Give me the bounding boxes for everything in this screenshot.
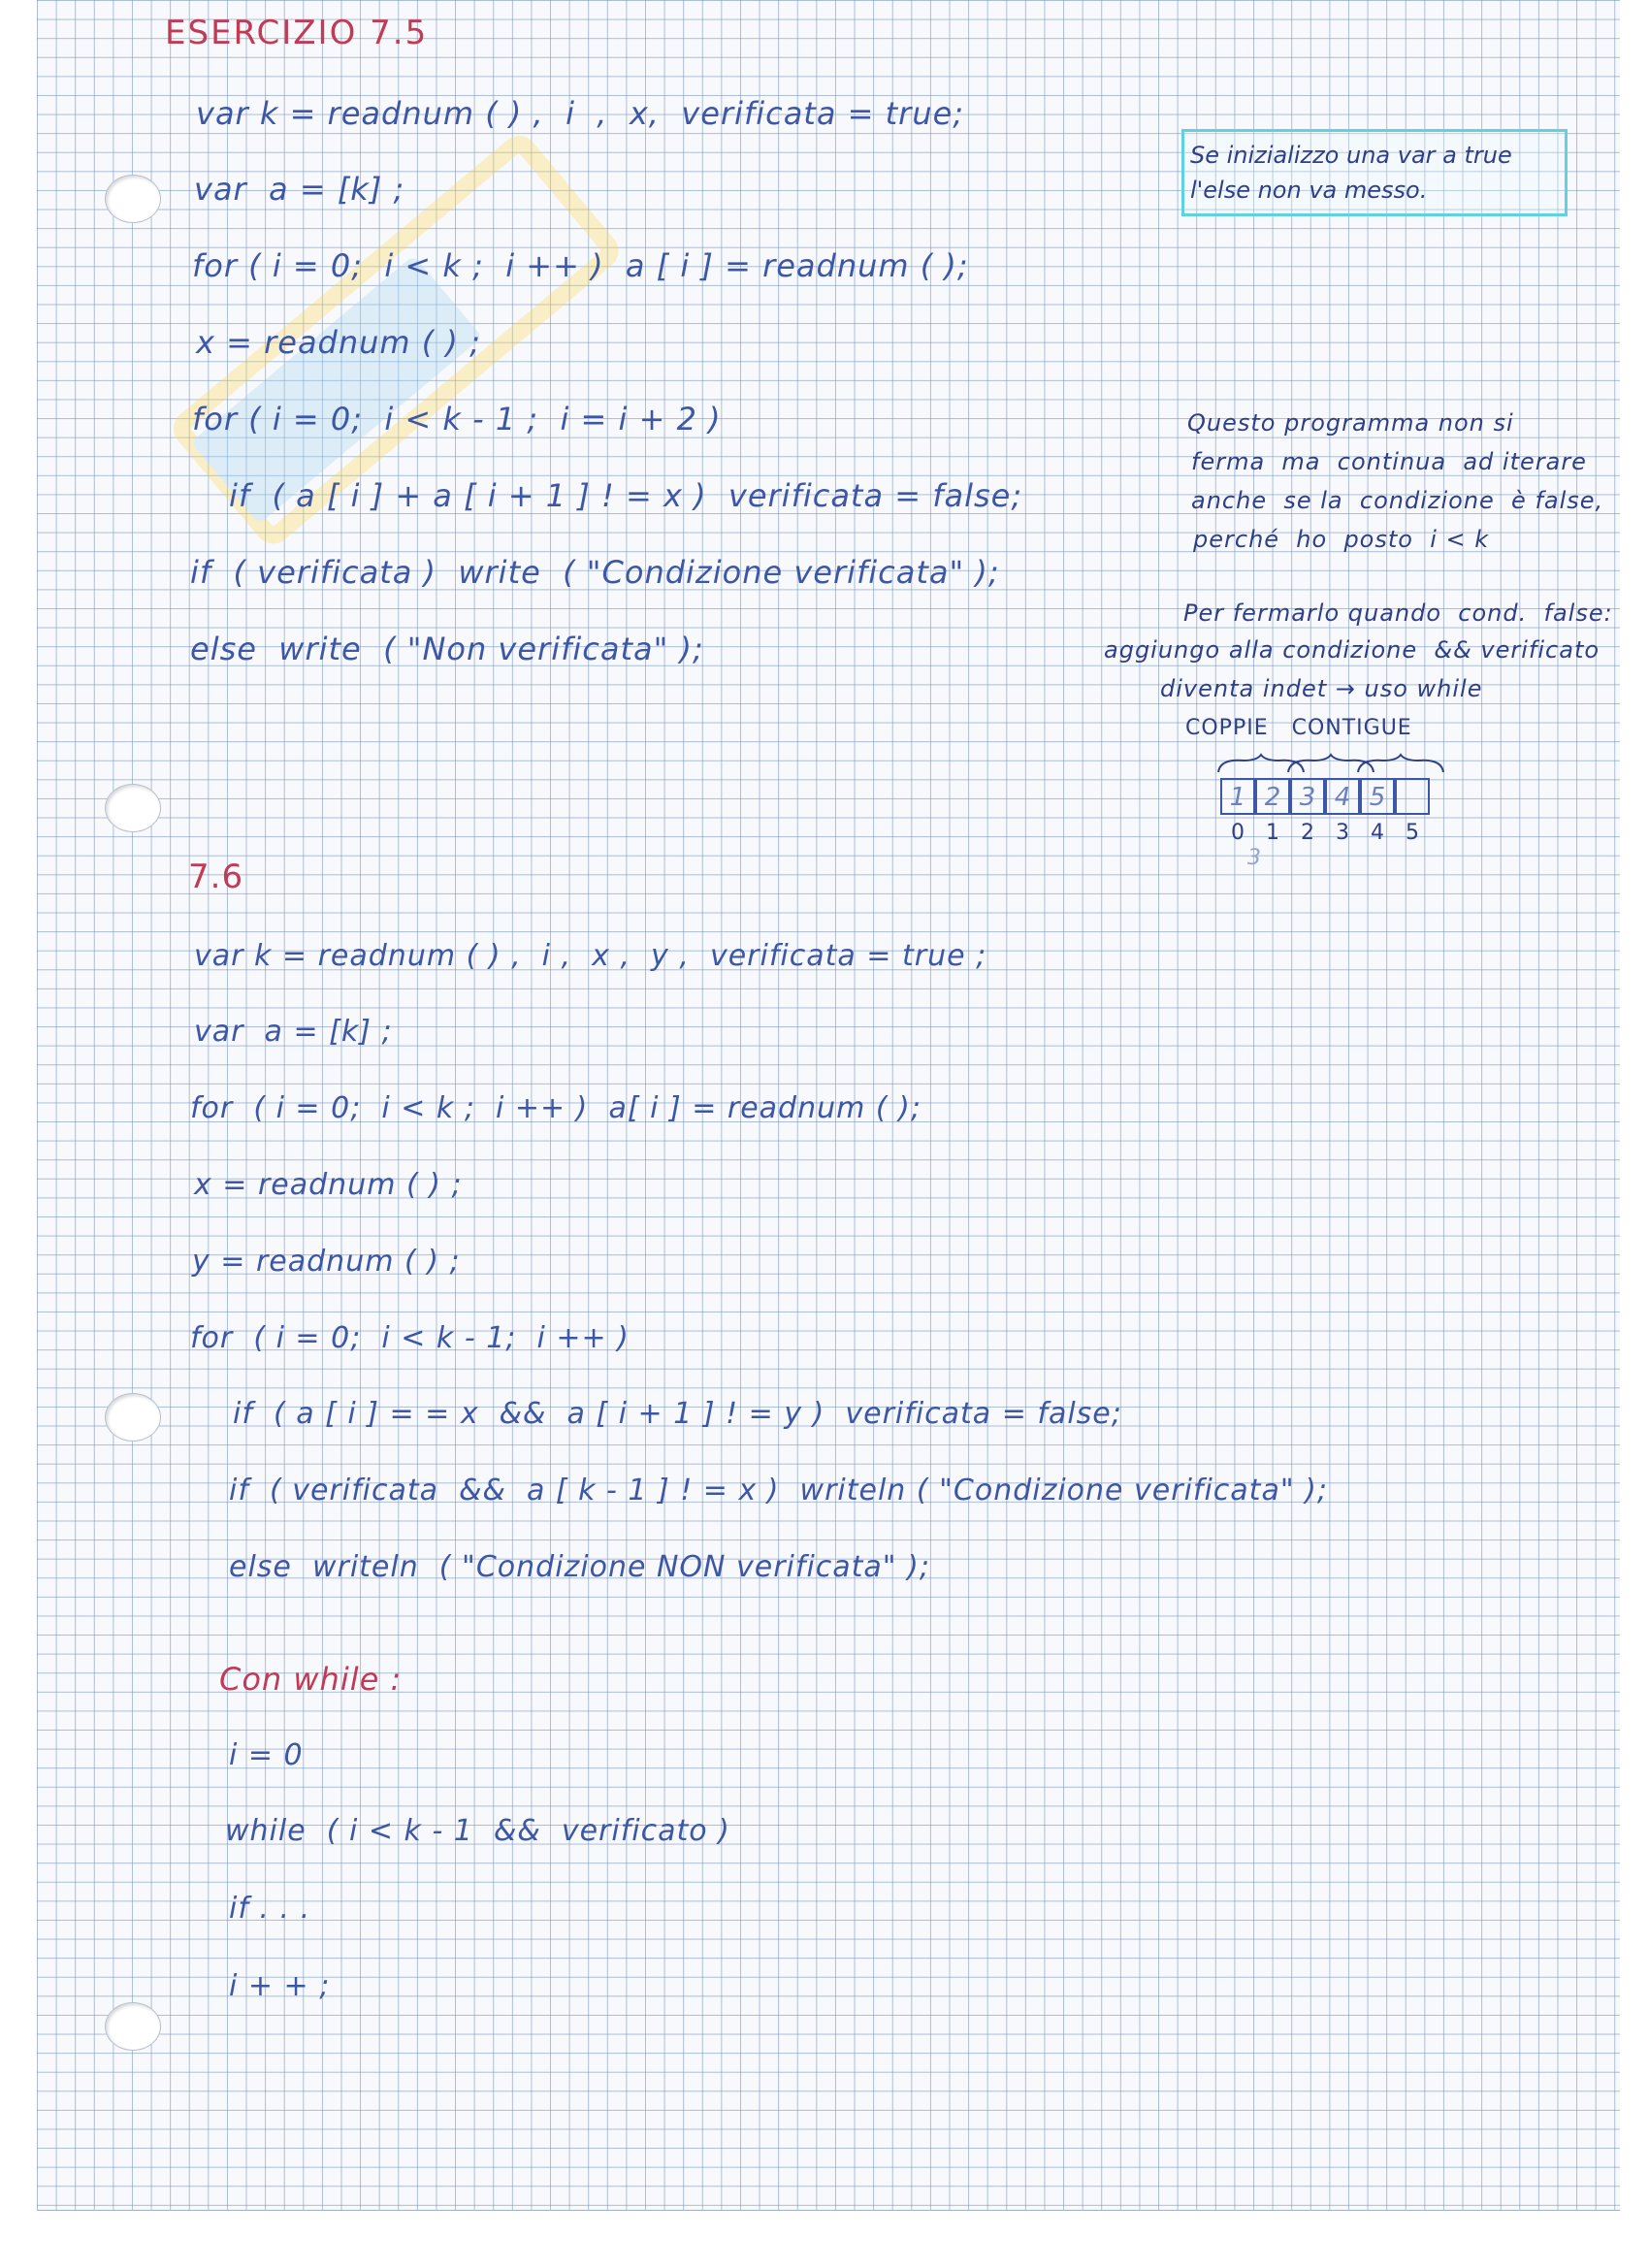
side-note-line: COPPIE CONTIGUE <box>1185 716 1412 740</box>
code-line: x = readnum ( ) ; <box>196 324 481 361</box>
code-line: x = readnum ( ) ; <box>194 1168 463 1202</box>
array-cell <box>1395 778 1430 815</box>
code-line: while ( i < k - 1 && verificato ) <box>225 1814 730 1848</box>
code-line: y = readnum ( ) ; <box>192 1245 461 1279</box>
binder-hole <box>105 784 161 832</box>
code-line: for ( i = 0; i < k ; i ++ ) a[ i ] = readnum ( ); <box>190 1091 922 1125</box>
code-line: if . . . <box>229 1892 311 1926</box>
code-line: else writeln ( "Condizione NON verificata" ); <box>229 1550 930 1584</box>
boxed-note-line: Se inizializzo una var a true <box>1190 142 1512 169</box>
code-line: if ( a [ i ] + a [ i + 1 ] ! = x ) verificata = false; <box>229 477 1023 514</box>
array-cell: 3 <box>1290 778 1325 815</box>
binder-hole <box>105 2002 161 2051</box>
array-index: 4 <box>1371 821 1384 845</box>
boxed-note <box>1181 129 1568 216</box>
array-index: 1 <box>1266 821 1279 845</box>
exercise-title: ESERCIZIO 7.5 <box>165 14 429 52</box>
pair-braces <box>1214 753 1457 776</box>
side-note-line: aggiungo alla condizione && verificato <box>1104 636 1600 664</box>
array-cell: 4 <box>1325 778 1360 815</box>
array-cell: 5 <box>1360 778 1395 815</box>
code-line: i + + ; <box>229 1969 331 2003</box>
code-line: else write ( "Non verificata" ); <box>190 631 704 667</box>
code-line: var k = readnum ( ) , i , x, verificata = true; <box>196 95 965 132</box>
exercise-title: 7.6 <box>188 858 244 896</box>
code-line: for ( i = 0; i < k - 1 ; i = i + 2 ) <box>192 401 722 437</box>
code-line: for ( i = 0; i < k ; i ++ ) a [ i ] = readnum ( ); <box>192 247 969 284</box>
code-line: var k = readnum ( ) , i , x , y , verificata = true ; <box>194 939 987 973</box>
side-note-line: diventa indet → uso while <box>1160 675 1483 702</box>
code-line: for ( i = 0; i < k - 1; i ++ ) <box>190 1321 630 1355</box>
code-line: i = 0 <box>229 1738 304 1772</box>
array-index: 3 <box>1336 821 1349 845</box>
code-line: if ( a [ i ] = = x && a [ i + 1 ] ! = y ) verificata = false; <box>233 1397 1122 1431</box>
binder-hole <box>105 175 161 223</box>
array-index: 2 <box>1301 821 1314 845</box>
binder-hole <box>105 1393 161 1442</box>
array-cell: 2 <box>1255 778 1290 815</box>
array-index: 0 <box>1231 821 1245 845</box>
while-heading: Con while : <box>219 1661 403 1698</box>
boxed-note-line: l'else non va messo. <box>1190 177 1428 204</box>
array-cell: 1 <box>1220 778 1255 815</box>
code-line: if ( verificata && a [ k - 1 ] ! = x ) writeln ( "Condizione verificata" ); <box>229 1474 1328 1507</box>
side-note-line: ferma ma continua ad iterare <box>1191 448 1587 475</box>
side-note-line: Questo programma non si <box>1187 409 1514 437</box>
side-note-line: perché ho posto i < k <box>1193 526 1490 553</box>
side-note-line: Per fermarlo quando cond. false: <box>1183 599 1613 627</box>
array-index: 5 <box>1406 821 1419 845</box>
code-line: if ( verificata ) write ( "Condizione verificata" ); <box>190 554 1000 591</box>
side-note-line: anche se la condizione è false, <box>1191 487 1604 514</box>
code-line: var a = [k] ; <box>194 1015 393 1049</box>
code-line: var a = [k] ; <box>194 171 405 208</box>
faint-note: 3 <box>1247 846 1262 870</box>
